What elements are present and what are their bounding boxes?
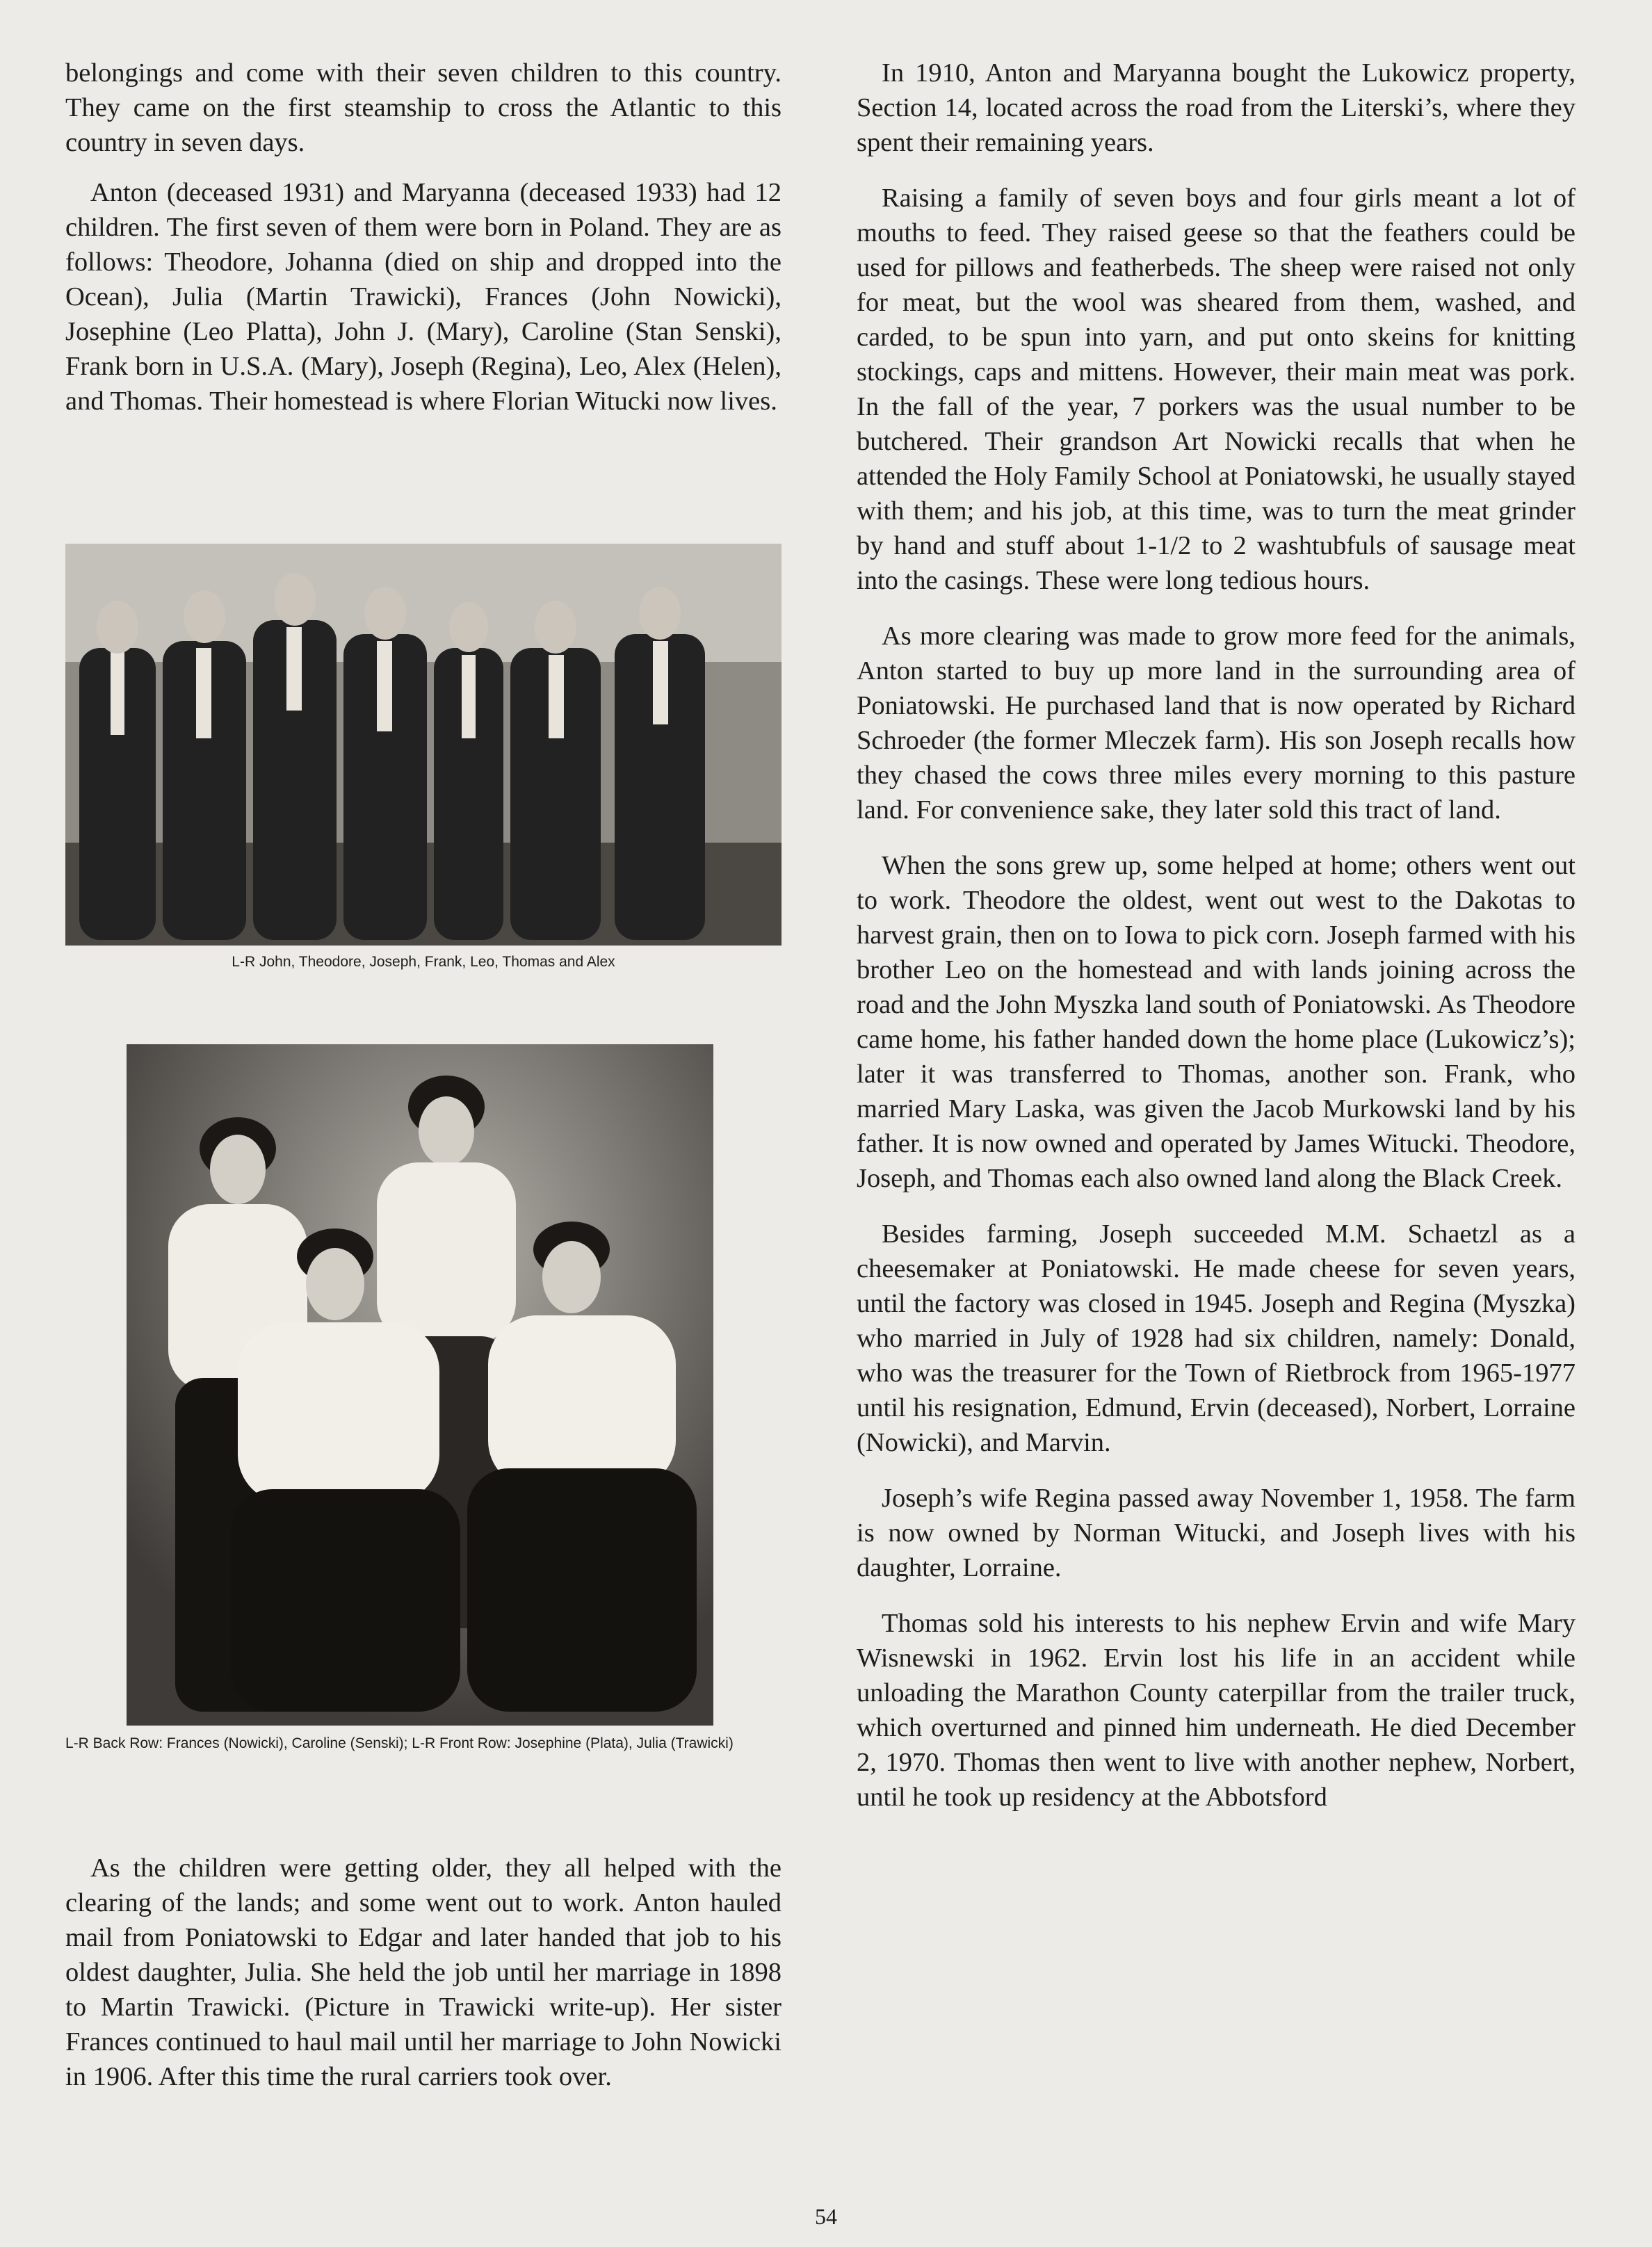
paragraph: Besides farming, Joseph succeeded M.M. Schaetzl as a cheesemaker at Poniatowski. He made cheese for seven years, until the factory was closed in 1945. Joseph and Regina (Myszka) who married in July of 1928 had six children, namely: Donald, who was the treasurer for the Town of Rietbrock from 1965-1977 until his resignation, Edmund, Ervin (deceased), Norbert, Lorraine (Nowicki), and Marvin. xyxy=(857,1219,1576,1457)
paragraph: As more clearing was made to grow more feed for the animals, Anton started to buy up more land in the surrounding area of Poniatowski. He purchased land that is now operated by Richard Schroeder (the former Mleczek farm). His son Joseph recalls how they chased the cows three miles every morning to this pasture land. For convenience sake, they later sold this tract of land. xyxy=(857,622,1576,825)
right-column xyxy=(857,56,1576,1815)
paragraph: When the sons grew up, some helped at home; others went out to work. Theodore the oldest, went out west to the Dakotas to harvest grain, then on to Iowa to pick corn. Joseph farmed with his brother Leo on the homestead and with lands joining across the road and the John Myszka land south of Poniatowski. As Theodore came home, his father handed down the home place (Lukowicz’s); later it was transferred to Thomas, another son. Frank, who married Mary Laska, was given the Jacob Murkowski land by his father. It is now owned and operated by James Witucki. Theodore, Joseph, and Thomas each also owned land along the Black Creek. xyxy=(857,851,1576,1193)
photo-caption-brothers: L-R John, Theodore, Joseph, Frank, Leo, Thomas and Alex xyxy=(232,954,615,970)
page-number: 54 xyxy=(815,2204,837,2229)
left-column-bottom xyxy=(65,1851,782,2094)
paragraph: Anton (deceased 1931) and Maryanna (deceased 1933) had 12 children. The first seven of them were born in Poland. They are as follows: Theodore, Johanna (died on ship and dropped into the Ocean), Julia (Martin Trawicki), Frances (John Nowicki), Josephine (Leo Platta), John J. (Mary), Caroline (Stan Senski), Frank born in U.S.A. (Mary), Joseph (Regina), Leo, Alex (Helen), and Thomas. Their homestead is where Florian Witucki now lives. xyxy=(65,178,782,416)
paragraph: Joseph’s wife Regina passed away November 1, 1958. The farm is now owned by Norman Witucki, and Joseph lives with his daughter, Lorraine. xyxy=(857,1484,1576,1582)
paragraph: As the children were getting older, they all helped with the clearing of the lands; and some went out to work. Anton hauled mail from Poniatowski to Edgar and later handed that job to his oldest daughter, Julia. She held the job until her marriage in 1898 to Martin Trawicki. (Picture in Trawicki write-up). Her sister Frances continued to haul mail until her marriage to John Nowicki in 1906. After this time the rural carriers took over. xyxy=(65,1853,782,2091)
paragraph: In 1910, Anton and Maryanna bought the Lukowicz property, Section 14, located across the road from the Literski’s, where they spent their remaining years. xyxy=(857,58,1576,157)
left-column-top xyxy=(65,56,782,419)
sisters-photo-drawing xyxy=(127,1044,713,1726)
photo-sisters xyxy=(127,1044,713,1726)
photo-brothers xyxy=(65,544,782,946)
paragraph: belongings and come with their seven children to this country. They came on the first steamship to cross the Atlantic to this country in seven days. xyxy=(65,58,782,157)
paragraph: Thomas sold his interests to his nephew Ervin and wife Mary Wisnewski in 1962. Ervin lost his life in an accident while unloading the Marathon County caterpillar from the trailer truck, which overturned and pinned him underneath. He died December 2, 1970. Thomas then went to live with another nephew, Norbert, until he took up residency at the Abbotsford xyxy=(857,1609,1576,1812)
photo-caption-sisters: L-R Back Row: Frances (Nowicki), Caroline (Senski); L-R Front Row: Josephine (Plata), Julia (Trawicki) xyxy=(65,1735,734,1751)
brothers-photo-drawing xyxy=(65,544,782,946)
paragraph: Raising a family of seven boys and four girls meant a lot of mouths to feed. They raised geese so that the feathers could be used for pillows and featherbeds. The sheep were raised not only for meat, but the wool was sheared from them, washed, and carded, to be spun into yarn, and put onto skeins for knitting stockings, caps and mittens. However, their main meat was pork. In the fall of the year, 7 porkers was the usual number to be butchered. Their grandson Art Nowicki recalls that when he attended the Holy Family School at Poniatowski, he usually stayed with them; and his job, at this time, was to turn the meat grinder by hand and stuff about 1-1/2 to 2 washtubfuls of sausage meat into the casings. These were long tedious hours. xyxy=(857,184,1576,595)
